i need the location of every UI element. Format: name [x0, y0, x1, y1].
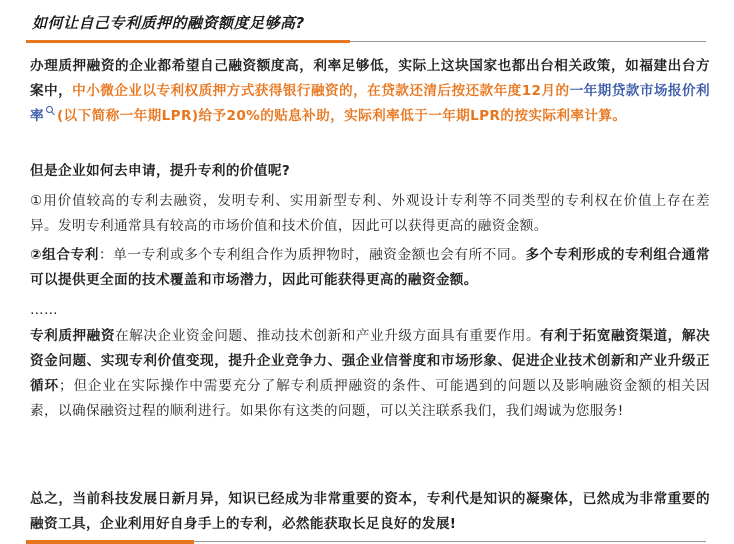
lpr-link[interactable]: 一年期贷款市场报价利率	[30, 83, 711, 124]
summary-bold-2: 有利于拓宽融资渠道，解决资金问题、实现专利价值变现，提升企业竞争力、强企业信誉度和市场形象、促进企业技术创新和产业升级正循环	[30, 328, 711, 394]
question-heading: 但是企业如何去申请，提升专利的价值呢?	[30, 163, 291, 179]
combo-bold-text: 多个专利形成的专利组合通常可以提供更全面的技术覆盖和市场潜力，因此可能获得更高的融资金额。	[30, 247, 711, 288]
heading-accent-bar	[26, 40, 350, 43]
heading-divider	[350, 41, 706, 42]
summary-bold-1: 专利质押融资	[30, 328, 116, 344]
policy-highlight-text: 中小微企业以专利权质押方式获得银行融资的，在贷款还清后按还款年度12月的	[72, 83, 570, 99]
footer-divider	[194, 541, 706, 542]
article-heading: 如何让自己专利质押的融资额度足够高?	[32, 14, 305, 32]
paragraph-conclusion: 总之，当前科技发展日新月异，知识已经成为非常重要的资本，专利代是知识的凝聚体，已然成为非常重要的融资工具，企业利用好自身手上的专利，必然能获取长足良好的发展!	[30, 491, 710, 532]
policy-intro-text: 办理质押融资的企业都希望自己融资额度高，利率足够低，实际上这块国家也都出台相关政策，如福建出台方案中，	[30, 58, 710, 99]
paragraph-summary-role	[30, 324, 710, 424]
paragraph-policy	[30, 54, 710, 129]
combo-text: ：单一专利或多个专利组合作为质押物时，融资金额也会有所不同。	[99, 247, 526, 263]
paragraph-high-value-patent: ①用价值较高的专利去融资，发明专利、实用新型专利、外观设计专利等不同类型的专利权在价值上存在差异。发明专利通常具有较高的市场价值和技术价值，因此可以获得更高的融资金额。	[30, 193, 710, 234]
summary-text-1: 在解决企业资金问题、推动技术创新和产业升级方面具有重要作用。	[115, 328, 541, 344]
search-icon[interactable]	[46, 106, 53, 113]
summary-text-2: ；但企业在实际操作中需要充分了解专利质押融资的条件、可能遇到的问题以及影响融资金额的相关因素，以确保融资过程的顺利进行。如果你有这类的问题，可以关注联系我们，我们竭诚为您服务!	[30, 378, 710, 419]
combo-label: ②组合专利	[30, 247, 99, 263]
paragraph-patent-combination	[30, 243, 710, 293]
policy-highlight-text-2: (以下简称一年期LPR)给予20%的贴息补助，实际利率低于一年期LPR的按实际利率计算。	[57, 108, 627, 124]
footer-accent-bar	[26, 540, 194, 544]
ellipsis: ……	[30, 302, 58, 318]
